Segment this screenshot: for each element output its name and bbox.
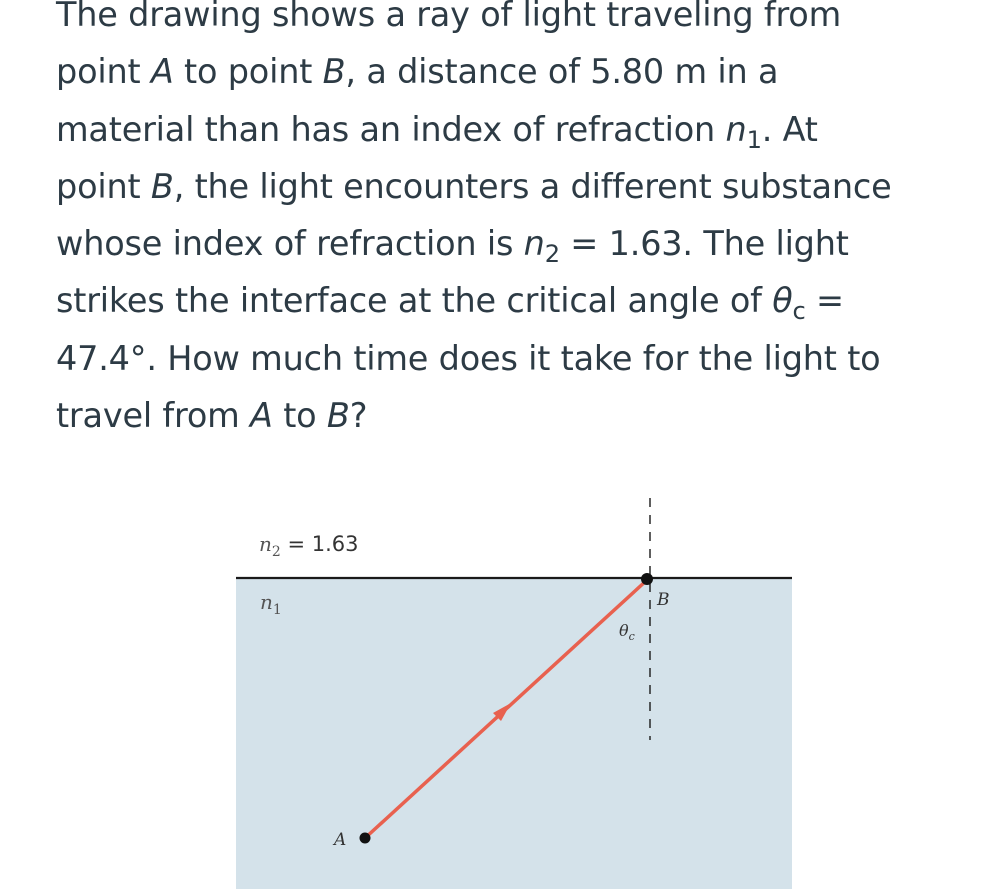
n2-subscript: 2 xyxy=(544,239,560,268)
refraction-diagram xyxy=(234,490,800,889)
medium-n1-region xyxy=(236,578,792,889)
theta-subscript: c xyxy=(792,297,806,326)
n2-label: $n_2 = 1.63$ xyxy=(259,532,359,560)
problem-line: travel from A to B? xyxy=(56,396,368,436)
point-b-symbol: B xyxy=(322,52,346,92)
problem-line: whose index of refraction is $n_2 = 1.63$. The light xyxy=(56,224,849,268)
problem-line: point A to point B, a distance of 5.80 m in a xyxy=(56,52,779,92)
diagram-svg xyxy=(234,490,800,889)
theta-c-label: $\theta_c$ xyxy=(619,621,635,643)
problem-line: point B, the light encounters a different substance xyxy=(56,166,892,206)
point-b-dot xyxy=(641,573,653,585)
n1-subscript: 1 xyxy=(746,125,762,154)
point-b-symbol: B xyxy=(326,396,350,436)
problem-line: strikes the interface at the critical angle of $\theta_c$ = xyxy=(56,281,844,326)
point-b-label: B xyxy=(657,590,670,610)
point-a-label: A xyxy=(334,830,347,850)
problem-statement xyxy=(56,0,986,444)
theta-symbol: θ xyxy=(772,281,793,321)
problem-line: 47.4°. How much time does it take for the light to xyxy=(56,338,881,378)
n1-symbol: n xyxy=(725,109,747,149)
problem-line: material than has an index of refraction $n_1$. At xyxy=(56,109,818,154)
point-a-symbol: A xyxy=(250,396,273,436)
point-b-symbol: B xyxy=(150,166,174,206)
n1-label: $n_1$ xyxy=(260,590,282,618)
point-a-symbol: A xyxy=(150,52,174,92)
problem-line: The drawing shows a ray of light traveling from xyxy=(56,0,842,34)
point-a-dot xyxy=(360,833,371,844)
n2-symbol: n xyxy=(523,224,545,264)
